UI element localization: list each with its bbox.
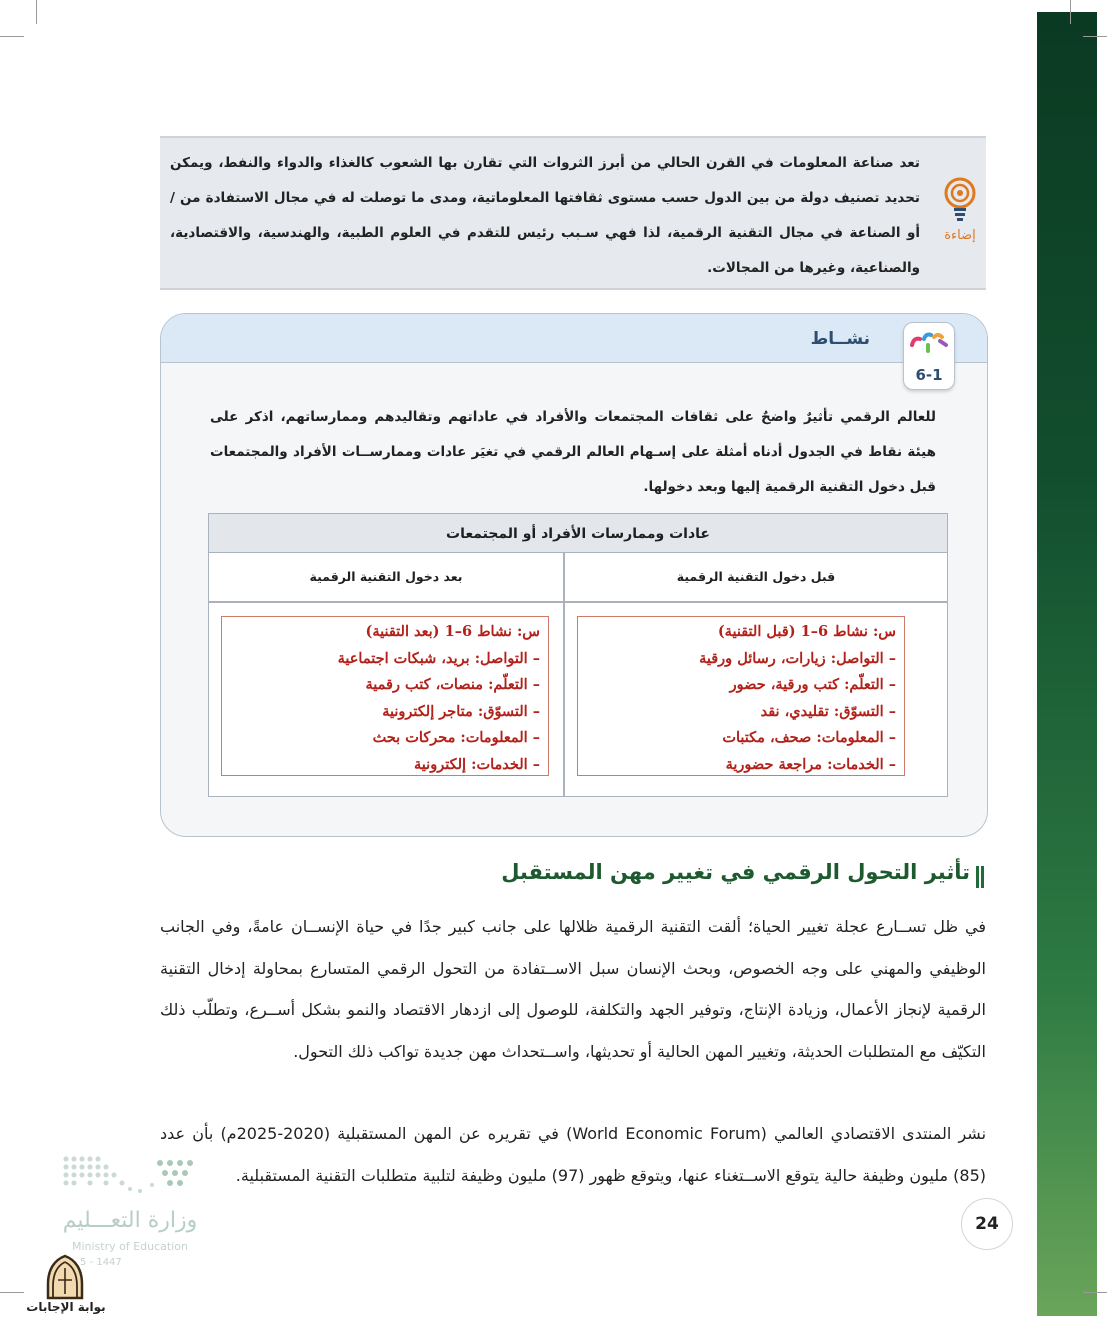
answer-line: – التسوّق: متاجر إلكترونية [382,702,540,720]
idea-text: تعد صناعة المعلومات في القرن الحالي من أبرز الثروات التي تقارن بها الشعوب كالغذاء والدواء والنفط، ويمكن تحديد تصنيف دولة من بين الدول حسب مستوى ثقافتها المعلوماتية، ومدى ما توصلت له في مجال الاستفادة من /أو الصناعة في مجال التقنية الرقمية، لذا فهي سـبب رئيس للتقدم في العلوم الطبية، والهندسية، والاقتصادية، والصناعية، وغيرها من المجالات. [170,155,920,276]
activity-number: 6-1 [915,366,943,384]
crop-mark [0,36,24,37]
ministry-name-arabic: وزارة التعـــليم [62,1208,198,1233]
crop-mark [1083,1292,1107,1293]
before-answer-box [577,616,905,776]
crop-mark [1083,36,1107,37]
portal-logo-icon [42,1254,88,1302]
answer-line: – التواصل: بريد، شبكات اجتماعية [337,649,540,667]
table-header: عادات وممارسات الأفراد أو المجتمعات [209,514,947,553]
lightbulb-icon [940,176,980,222]
after-column-header: بعد دخول التقنية الرقمية [309,569,463,584]
section-marker [976,866,986,888]
habits-table [208,513,948,797]
body-paragraph-1: في ظل تســارع عجلة تغيير الحياة؛ ألقت التقنية الرقمية ظلالها على جانب كبير جدًا في حياة الإنســان عامةً، وفي الجانب الوظيفي والمهني على وجه الخصوص، وبحث الإنسان سبل الاســتفادة من التحول الرقمي المتسارع بمحاولة إدخال التقنية الرقمية لإنجاز الأعمال، وزيادة الإنتاج، وتوفير الجهد والتكلفة، للوصول إلى ازدهار الاقتصاد والنمو بشكل أســرع، وتطلّب ذلك التكيّف مع المتطلبات الحديثة، وتغيير المهن الحالية أو تحديثها، واســتحداث مهن جديدة تواكب ذلك التحول. [160,917,986,1061]
ministry-logo-icon [60,1153,200,1197]
table-divider [209,601,947,603]
activity-icon [904,323,954,359]
activity-text: للعالم الرقمي تأثيرٌ واضحٌ على ثقافات المجتمعات والأفراد في عاداتهم وتقاليدهم وممارساتهم، اذكر على هيئة نقاط في الجدول أدناه أمثلة على إسـهام العالم الرقمي في تغيَر عادات وممارســات الأفراد والمجتمعات قبل دخول التقنية الرقمية إليها وبعد دخولها. [210,409,936,495]
page-number: 24 [961,1198,1013,1250]
section-title: تأثير التحول الرقمي في تغيير مهن المستقبل [501,860,970,884]
ministry-year: 5 - 1447 [80,1257,122,1268]
before-column-header: قبل دخول التقنية الرقمية [676,569,836,584]
answer-line: – الخدمات: مراجعة حضورية [725,755,896,773]
activity-title: نشــاط [810,329,870,349]
crop-mark [36,0,37,24]
answer-line: – المعلومات: صحف، مكتبات [722,729,896,746]
idea-label: إضاءة [944,228,976,243]
body-paragraph-2: نشر المنتدى الاقتصادي العالمي (World Economic Forum) في تقريره عن المهن المستقبلية (2020-2025م) بأن عدد (85) مليون وظيفة حالية يتوقع الاســتغناء عنها، ويتوقع ظهور (97) مليون وظيفة لتلبية متطلبات التقنية المستقبلية. [160,1124,987,1185]
answer-line: – التعلّم: كتب ورقية، حضور [729,676,896,693]
answer-line: س: نشاط 6–1 (بعد التقنية) [365,623,540,640]
answer-line: – المعلومات: محركات بحث [372,729,540,746]
answer-line: – الخدمات: إلكترونية [414,755,540,773]
portal-label: بوابة الإجابات [26,1300,106,1314]
answer-line: – التسوّق: تقليدي، نقد [760,702,896,720]
answer-line: س: نشاط 6–1 (قبل التقنية) [717,623,896,640]
after-answer-box [221,616,549,776]
ministry-name-english: Ministry of Education [71,1240,188,1253]
answer-line: – التواصل: زيارات، رسائل ورقية [699,649,896,667]
crop-mark [1070,0,1071,24]
crop-mark [0,1292,24,1293]
side-color-bar [1037,12,1097,1316]
answer-line: – التعلّم: منصات، كتب رقمية [365,676,540,693]
